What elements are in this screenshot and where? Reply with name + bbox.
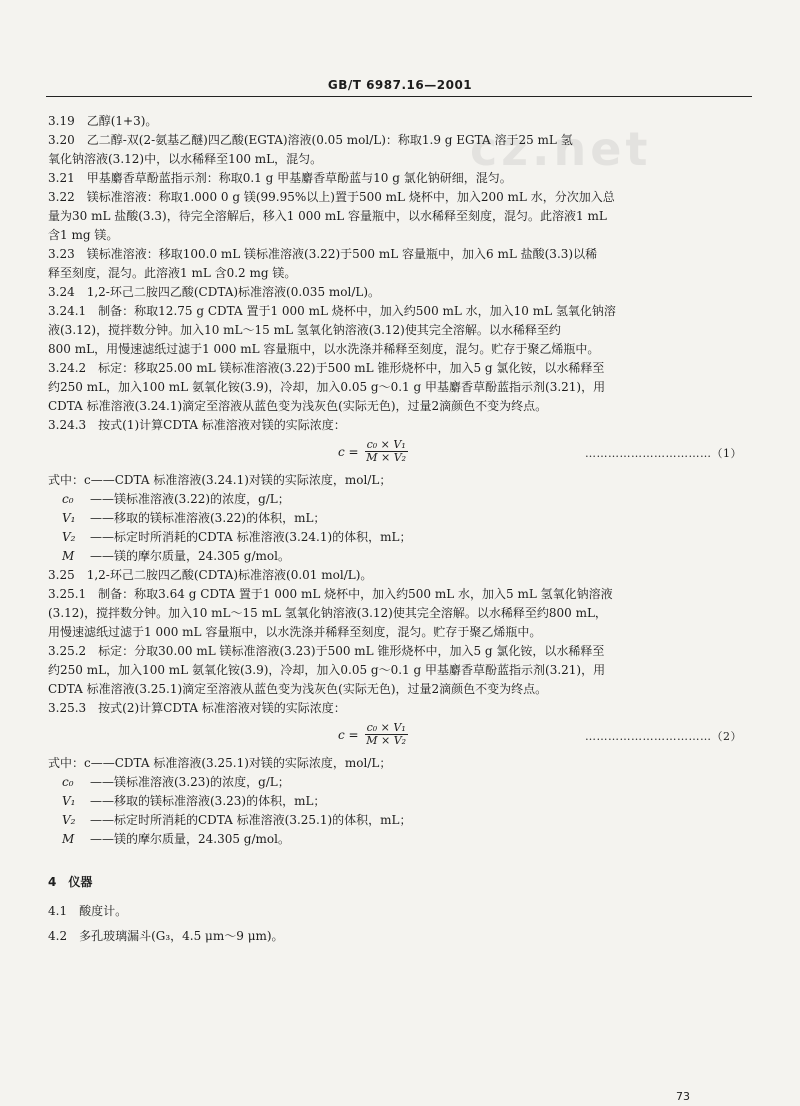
- where-clause-intro: 式中：c——CDTA 标准溶液(3.24.1)对镁的实际浓度，mol/L；: [48, 473, 392, 487]
- clause-3-21: 3.21 甲基麝香草酚蓝指示剂：称取0.1 g 甲基麝香草酚蓝与10 g 氯化钠研细，混匀。: [48, 171, 512, 185]
- clause-3-24-2: 3.24.2 标定：移取25.00 mL 镁标准溶液(3.22)于500 mL 锥形烧杯中，加入5 g 氯化铵，以水稀释至: [48, 361, 605, 375]
- where-item: [48, 811, 754, 830]
- clause-3-20: 3.20 乙二醇-双(2-氨基乙醚)四乙酸(EGTA)溶液(0.05 mol/L)：称取1.9 g EGTA 溶于25 mL 氢: [48, 133, 573, 147]
- symbol-desc: ——移取的镁标准溶液(3.23)的体积，mL；: [90, 794, 326, 808]
- where-item: [48, 792, 754, 811]
- clause-3-24-1-cont: 800 mL，用慢速滤纸过滤于1 000 mL 容量瓶中，以水洗涤并稀释至刻度，混匀。贮存于聚乙烯瓶中。: [48, 342, 600, 356]
- header-divider: [46, 96, 752, 97]
- clause-4-1: 4.1 酸度计。: [48, 904, 128, 918]
- clause-3-25-2-cont: CDTA 标准溶液(3.25.1)滴定至溶液从蓝色变为浅灰色(实际无色)，过量2滴颜色不变为终点。: [48, 682, 548, 696]
- symbol: c₀: [62, 492, 74, 506]
- clause-3-22: 3.22 镁标准溶液：称取1.000 0 g 镁(99.95%以上)置于500 mL 烧杯中，加入200 mL 水，分次加入总: [48, 190, 615, 204]
- equation-number: ……………………………（2）: [585, 730, 742, 743]
- clause-3-25-1: 3.25.1 制备：称取3.64 g CDTA 置于1 000 mL 烧杯中，加入约500 mL 水，加入5 mL 氢氧化钠溶液: [48, 587, 613, 601]
- clause-3-25-3: 3.25.3 按式(2)计算CDTA 标准溶液对镁的实际浓度：: [48, 701, 346, 715]
- formula-lhs: c =: [338, 444, 359, 459]
- symbol: V₂: [62, 813, 76, 827]
- clause-3-22-cont: 量为30 mL 盐酸(3.3)，待完全溶解后，移入1 000 mL 容量瓶中，以水稀释至刻度，混匀。此溶液1 mL: [48, 209, 607, 223]
- symbol: V₂: [62, 530, 76, 544]
- symbol: c₀: [62, 775, 74, 789]
- clause-3-23-cont: 释至刻度，混匀。此溶液1 mL 含0.2 mg 镁。: [48, 266, 297, 280]
- clause-3-24-1-cont: 液(3.12)，搅拌数分钟。加入10 mL～15 mL 氢氧化钠溶液(3.12)使其完全溶解。以水稀释至约: [48, 323, 561, 337]
- symbol-desc: ——标定时所消耗的CDTA 标准溶液(3.25.1)的体积，mL；: [90, 813, 412, 827]
- page-number: 73: [676, 1090, 690, 1103]
- clause-3-24-2-cont: 约250 mL，加入100 mL 氨氧化铵(3.9)，冷却，加入0.05 g～0.1 g 甲基麝香草酚蓝指示剂(3.21)，用: [48, 380, 606, 394]
- symbol: V₁: [62, 794, 76, 808]
- clause-3-24-2-cont: CDTA 标准溶液(3.24.1)滴定至溶液从蓝色变为浅灰色(实际无色)，过量2滴颜色不变为终点。: [48, 399, 548, 413]
- where-item: [48, 830, 754, 849]
- where-clause-intro: 式中：c——CDTA 标准溶液(3.25.1)对镁的实际浓度，mol/L；: [48, 756, 392, 770]
- watermark: cz.net: [470, 122, 652, 176]
- where-item: [48, 773, 754, 792]
- clause-3-25-1-cont: 用慢速滤纸过滤于1 000 mL 容量瓶中，以水洗涤并稀释至刻度，混匀。贮存于聚乙烯瓶中。: [48, 625, 542, 639]
- symbol-desc: ——移取的镁标准溶液(3.22)的体积，mL；: [90, 511, 326, 525]
- symbol-desc: ——镁的摩尔质量，24.305 g/mol。: [90, 832, 290, 846]
- fraction-denominator: M × V₂: [366, 451, 407, 464]
- symbol: V₁: [62, 511, 76, 525]
- equation-number: ……………………………（1）: [585, 447, 742, 460]
- clause-3-24-1: 3.24.1 制备：称取12.75 g CDTA 置于1 000 mL 烧杯中，加入约500 mL 水，加入10 mL 氢氧化钠溶: [48, 304, 616, 318]
- fraction: [365, 439, 408, 464]
- section-heading-instruments: 4 仪器: [48, 875, 93, 889]
- clause-3-22-cont: 含1 mg 镁。: [48, 228, 119, 242]
- clause-3-24-3: 3.24.3 按式(1)计算CDTA 标准溶液对镁的实际浓度：: [48, 418, 346, 432]
- fraction-numerator: c₀ × V₁: [366, 438, 406, 451]
- where-item: [48, 547, 754, 566]
- clause-3-25: 3.25 1,2-环己二胺四乙酸(CDTA)标准溶液(0.01 mol/L)。: [48, 568, 373, 582]
- fraction-numerator: c₀ × V₁: [366, 721, 406, 734]
- symbol-desc: ——镁标准溶液(3.22)的浓度，g/L；: [90, 492, 290, 506]
- clause-3-25-2: 3.25.2 标定：分取30.00 mL 镁标准溶液(3.23)于500 mL 锥形烧杯中，加入5 g 氯化铵，以水稀释至: [48, 644, 605, 658]
- clause-3-24: 3.24 1,2-环己二胺四乙酸(CDTA)标准溶液(0.035 mol/L)。: [48, 285, 381, 299]
- symbol-desc: ——标定时所消耗的CDTA 标准溶液(3.24.1)的体积，mL；: [90, 530, 412, 544]
- clause-3-25-1-cont: (3.12)，搅拌数分钟。加入10 mL～15 mL 氢氧化钠溶液(3.12)使其完全溶解。以水稀释至约800 mL，: [48, 606, 607, 620]
- formula-1: [48, 437, 754, 467]
- clause-3-19: 3.19 乙醇(1+3)。: [48, 114, 158, 128]
- clause-4-2: 4.2 多孔玻璃漏斗(G₃，4.5 μm～9 μm)。: [48, 929, 284, 943]
- clause-3-25-2-cont: 约250 mL，加入100 mL 氨氧化铵(3.9)，冷却，加入0.05 g～0.1 g 甲基麝香草酚蓝指示剂(3.21)，用: [48, 663, 606, 677]
- symbol: M: [62, 832, 75, 846]
- fraction: [365, 722, 408, 747]
- symbol-desc: ——镁标准溶液(3.23)的浓度，g/L；: [90, 775, 290, 789]
- where-item: [48, 509, 754, 528]
- symbol-desc: ——镁的摩尔质量，24.305 g/mol。: [90, 549, 290, 563]
- document-body: [48, 112, 754, 946]
- clause-3-20-cont: 氧化钠溶液(3.12)中，以水稀释至100 mL，混匀。: [48, 152, 323, 166]
- where-item: [48, 490, 754, 509]
- clause-3-23: 3.23 镁标准溶液：移取100.0 mL 镁标准溶液(3.22)于500 mL 容量瓶中，加入6 mL 盐酸(3.3)以稀: [48, 247, 598, 261]
- symbol: M: [62, 549, 75, 563]
- where-item: [48, 528, 754, 547]
- standard-code-header: GB/T 6987.16—2001: [327, 78, 473, 92]
- fraction-denominator: M × V₂: [366, 734, 407, 747]
- formula-2: [48, 720, 754, 750]
- formula-lhs: c =: [338, 727, 359, 742]
